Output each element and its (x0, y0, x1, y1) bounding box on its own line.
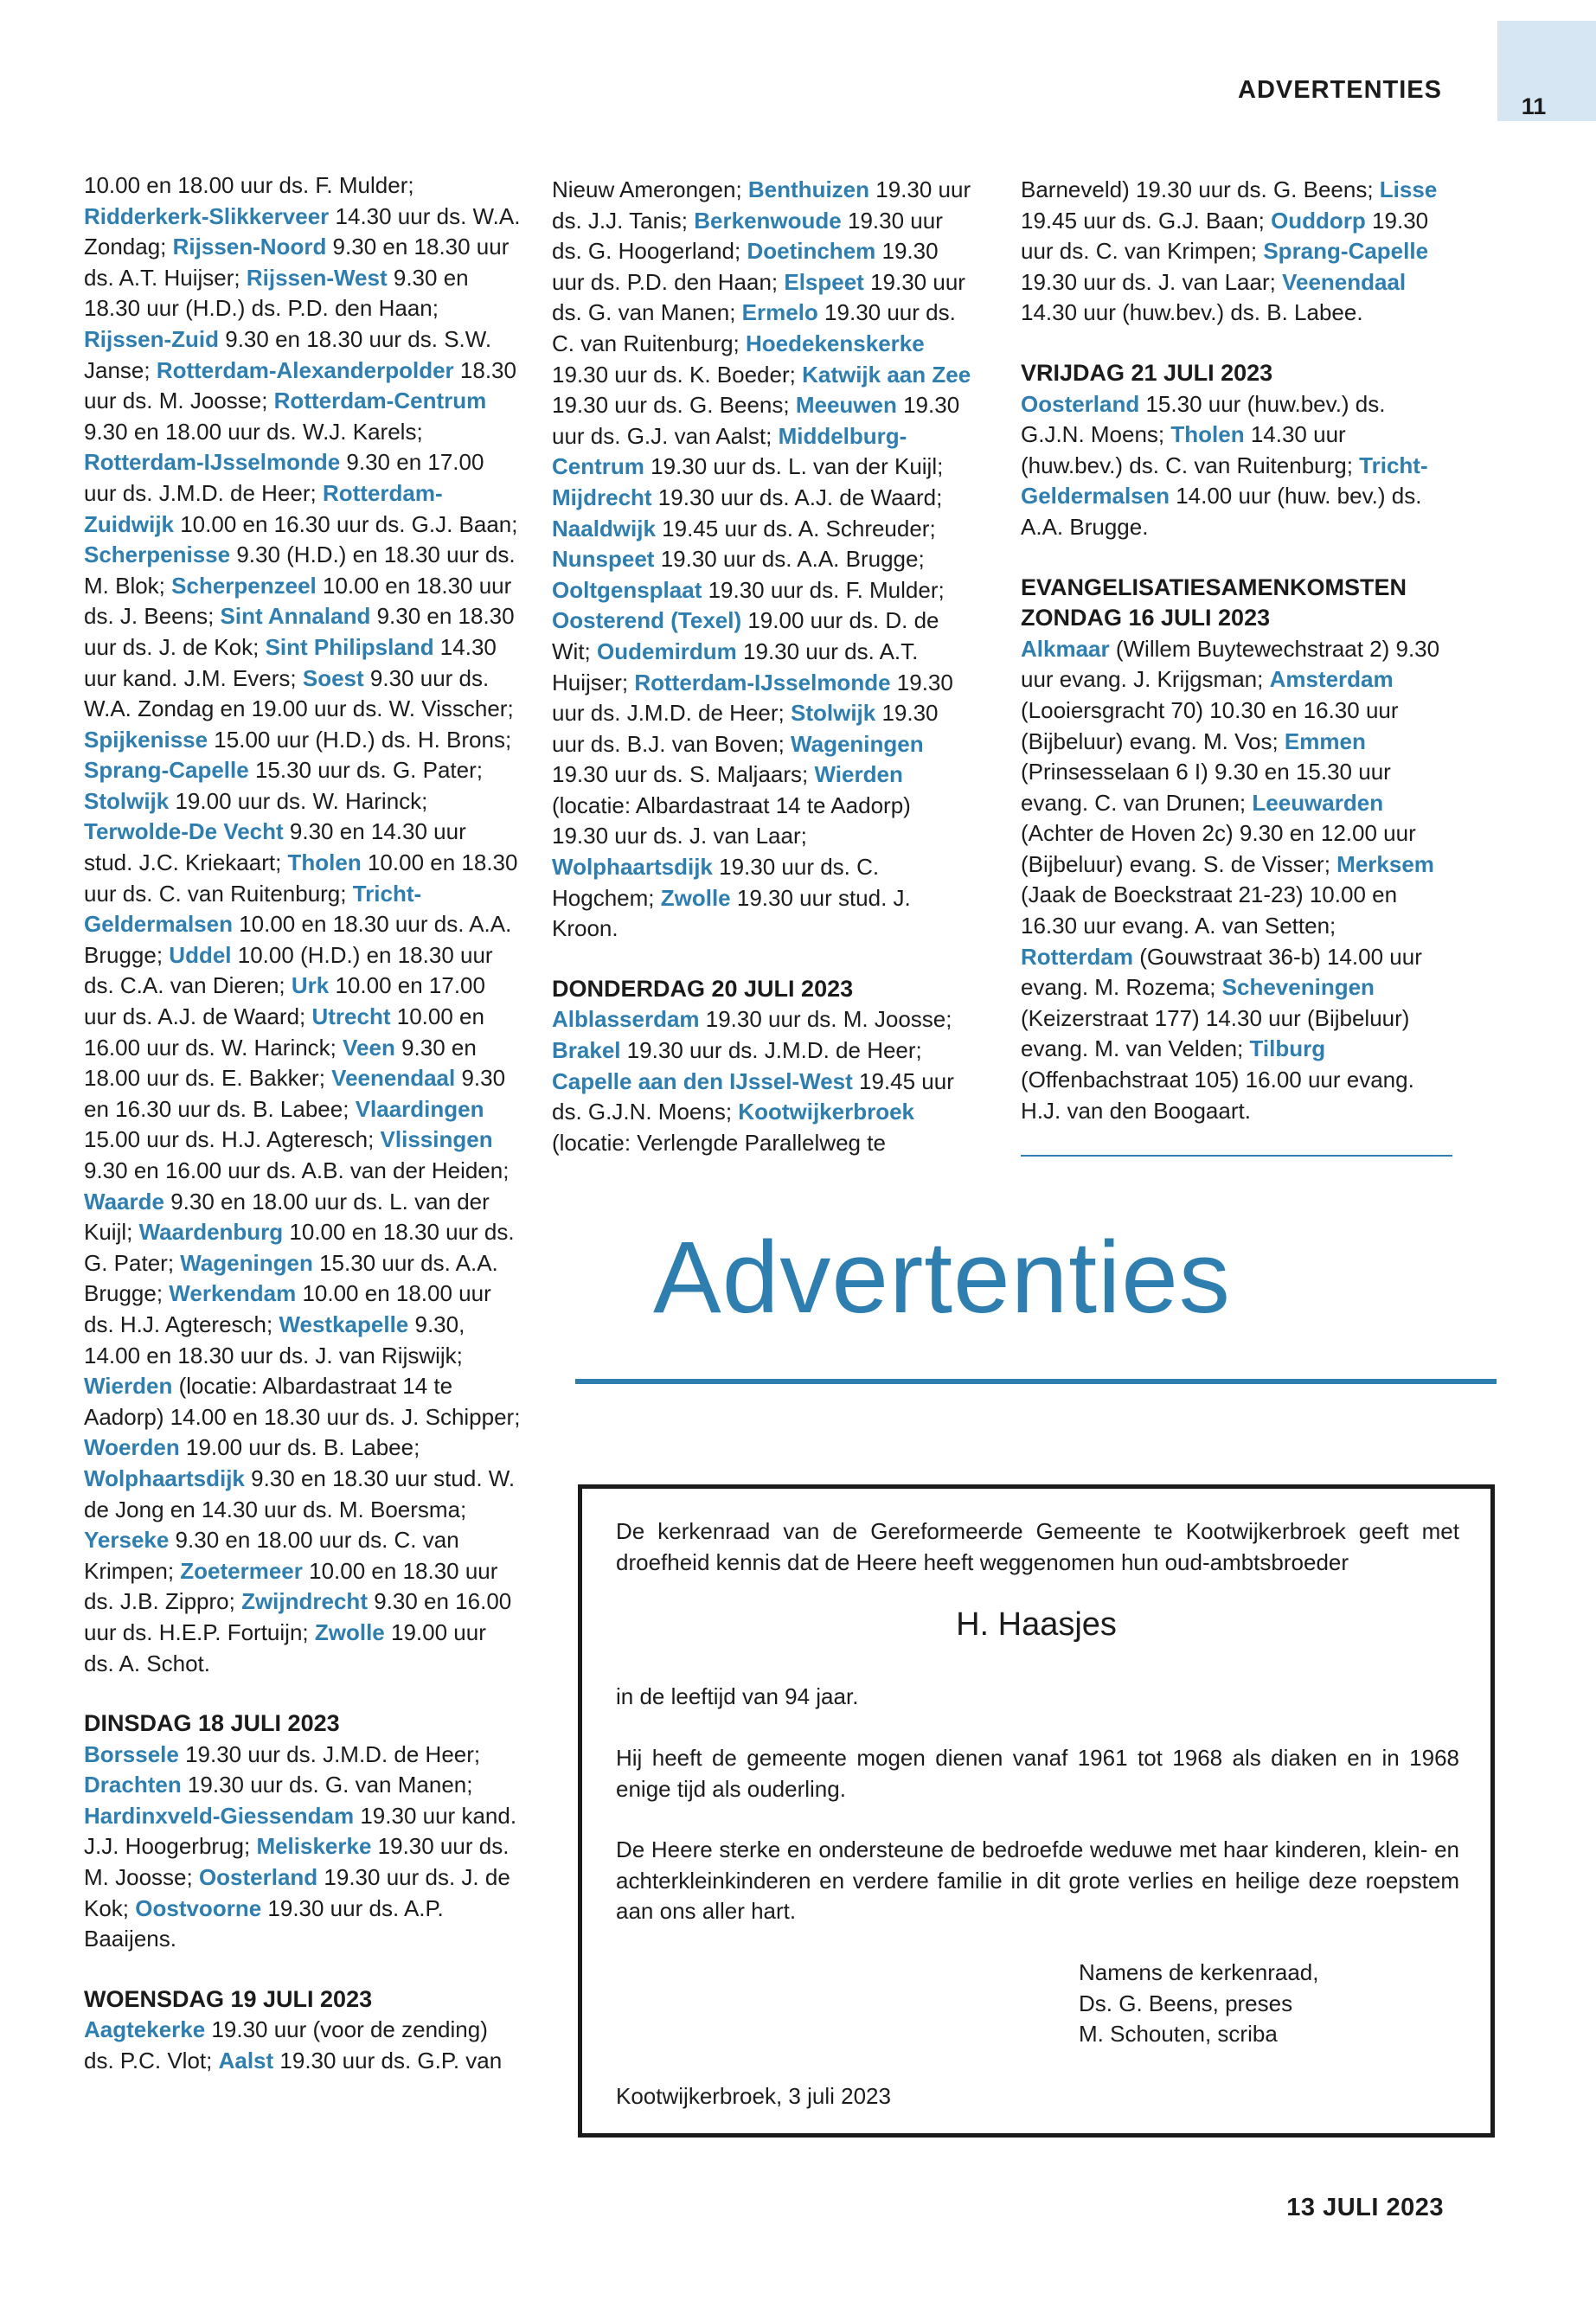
service-details: 9.30 en 17.00 uur ds. J.M.D. de Heer; (84, 449, 484, 506)
service-details: 15.30 uur ds. A.A. Brugge; (84, 1249, 498, 1307)
place-name: Wolphaartsdijk (552, 854, 713, 881)
service-details: 10.00 en 18.30 uur ds. G. Pater; (84, 1219, 515, 1276)
place-name: Rotterdam-Centrum (273, 388, 487, 414)
entry-list (552, 1006, 954, 1155)
place-name: Capelle aan den IJssel-West (552, 1067, 853, 1094)
advertisements-divider (575, 1379, 1497, 1384)
service-details: (locatie: Verlengde Parallelweg te (552, 1129, 886, 1156)
service-details: 19.30 uur (voor de zending) ds. P.C. Vlot; (84, 2016, 488, 2074)
entry-list (1021, 636, 1439, 1124)
place-name: Lisse (1379, 176, 1438, 202)
service-details: 19.30 uur ds. A.P. Baaijens. (84, 1894, 444, 1952)
service-details: 14.30 uur (huw.bev.) ds. B. Labee. (1021, 299, 1363, 326)
place-name: Rijssen-West (246, 264, 388, 291)
notice-signature (1079, 1958, 1425, 2050)
page-number-tab (1497, 21, 1596, 121)
service-details: 9.30 en 18.00 uur ds. L. van der Kuijl; (84, 1188, 490, 1246)
place-name: Tricht-Geldermalsen (1021, 452, 1428, 510)
service-details: 19.30 uur ds. J. de Kok; (84, 1864, 510, 1921)
service-details: 19.30 uur ds. S. Maljaars; (552, 761, 815, 788)
evangelisation-section (1021, 573, 1453, 1127)
place-name: Alblasserdam (552, 1006, 700, 1033)
service-details: 19.30 uur ds. K. Boeder; (552, 361, 803, 388)
notice-age: in de leeftijd van 94 jaar. (616, 1683, 859, 1709)
service-details: 10.00 en 17.00 uur ds. A.J. de Waard; (84, 972, 485, 1030)
place-name: Sint Annaland (220, 603, 371, 630)
thursday-section (552, 974, 973, 1159)
place-name: Stolwijk (790, 700, 876, 727)
service-details: 19.30 uur ds. A.T. Huijser; (552, 638, 919, 695)
place-name: Woerden (84, 1434, 180, 1461)
place-name: Scherpenzeel (171, 572, 317, 599)
place-name: Waardenburg (138, 1219, 284, 1246)
service-details: 19.45 uur ds. A. Schreuder; (655, 515, 936, 542)
entry-list (84, 203, 520, 1676)
place-name: Vlissingen (380, 1126, 493, 1153)
service-details: 19.30 uur ds. M. Joosse; (699, 1006, 952, 1033)
service-details: (Keizerstraat 177) 14.30 uur (Bijbeluur) evang. M. van Velden; (1021, 1004, 1410, 1062)
service-details: 10.00 en 18.30 uur ds. C. van Ruitenburg; (84, 849, 518, 907)
service-details: (Prinsesselaan 6 I) 9.30 en 15.30 uur evang. C. van Drunen; (1021, 759, 1391, 816)
service-details: 9.30 en 18.30 uur ds. A.T. Huijser; (84, 234, 510, 291)
place-name: Leeuwarden (1252, 789, 1384, 816)
section-title: WOENSDAG 19 JULI 2023 (84, 1985, 373, 2012)
signature-line: Ds. G. Beens, preses (1079, 1990, 1293, 2016)
column-end-divider (1021, 1155, 1452, 1157)
place-name: Meliskerke (256, 1833, 372, 1860)
service-details: 19.30 uur ds. J.M.D. de Heer; (178, 1740, 481, 1767)
place-name: Veen (343, 1034, 395, 1061)
place-name: Middelburg-Centrum (552, 422, 907, 480)
notice-service: Hij heeft de gemeente mogen dienen vanaf 1961 tot 1968 als diaken en in 1968 enige tijd als ouderling. (616, 1745, 1459, 1802)
service-entry (552, 1037, 922, 1063)
place-name: Rotterdam-IJsselmonde (84, 449, 341, 476)
place-name: Rijssen-Zuid (84, 325, 220, 352)
service-details: 19.30 uur ds. G. Beens; (552, 392, 796, 419)
service-details: 10.00 en 16.30 uur ds. G.J. Baan; (174, 510, 518, 537)
tuesday-section (84, 1708, 521, 1955)
notice-place-date: Kootwijkerbroek, 3 juli 2023 (616, 2083, 891, 2109)
place-name: Tholen (1170, 421, 1245, 448)
place-name: Oosterland (198, 1864, 318, 1891)
service-details: 19.30 uur ds. G.P. van (273, 2048, 503, 2074)
lead-text: Nieuw Amerongen; (552, 176, 748, 202)
place-name: Zwijndrecht (241, 1588, 368, 1615)
service-details: 10.00 en 18.00 uur ds. H.J. Agteresch; (84, 1280, 491, 1337)
place-name: Sprang-Capelle (84, 757, 249, 784)
service-details: 9.30 en 18.30 uur ds. J. de Kok; (84, 603, 515, 660)
place-name: Elspeet (784, 268, 864, 295)
service-details: 9.30 en 16.00 uur ds. H.E.P. Fortuijn; (84, 1588, 512, 1645)
service-details: 18.30 uur ds. M. Joosse; (84, 356, 516, 414)
service-details: 9.30 en 16.00 uur ds. A.B. van der Heiden; (84, 1157, 510, 1183)
service-details: 19.30 uur ds. J.M.D. de Heer; (552, 669, 953, 727)
place-name: Yerseke (84, 1527, 170, 1554)
place-name: Katwijk aan Zee (802, 361, 971, 388)
place-name: Tricht-Geldermalsen (84, 880, 422, 938)
place-name: Zwolle (660, 884, 731, 911)
sunday-continued-section (84, 170, 521, 1679)
place-name: Ridderkerk-Slikkerveer (84, 202, 330, 229)
notice-intro: De kerkenraad van de Gereformeerde Gemeente te Kootwijkerbroek geeft met droefheid kennis dat de Heere heeft weggenomen hun oud-ambtsbroeder (616, 1518, 1459, 1575)
entry-list (1021, 391, 1428, 540)
service-entry (84, 1465, 515, 1522)
service-details: 19.30 uur ds. L. van der Kuijl; (644, 453, 944, 480)
place-name: Brakel (552, 1037, 621, 1064)
service-details: 19.30 uur kand. J.J. Hoogerbrug; (84, 1802, 517, 1860)
service-details: 9.30 uur ds. W.A. Zondag en 19.00 uur ds. W. Visscher; (84, 664, 514, 722)
service-details: 19.30 uur ds. P.D. den Haan; (552, 238, 939, 295)
service-details: 9.30 en 18.30 uur (H.D.) ds. P.D. den Haan; (84, 264, 469, 322)
service-details: 19.00 uur ds. W. Harinck; (169, 787, 428, 814)
service-details: 9.30 en 18.00 uur ds. C. van Krimpen; (84, 1527, 459, 1584)
service-entry (552, 577, 945, 603)
deceased-name: H. Haasjes (956, 1606, 1117, 1643)
service-entry (552, 546, 925, 572)
place-name: Oudemirdum (597, 638, 737, 664)
place-name: Tholen (287, 849, 362, 876)
place-name: Doetinchem (747, 238, 876, 265)
advertisements-heading: Advertenties (653, 1221, 1231, 1335)
service-details: 9.30, 14.00 en 18.30 uur ds. J. van Rijswijk; (84, 1311, 465, 1368)
place-name: Benthuizen (747, 176, 870, 202)
service-details: 19.30 uur ds. G. van Manen; (181, 1772, 473, 1798)
service-details: (Willem Buytewechstraat 2) 9.30 uur evang. J. Krijgsman; (1021, 635, 1440, 693)
place-name: Sint Philipsland (265, 633, 434, 660)
service-details: 15.30 uur ds. G. Pater; (248, 757, 483, 784)
service-entry (219, 2048, 503, 2073)
service-details: 9.30 (H.D.) en 18.30 uur ds. M. Blok; (84, 542, 516, 599)
place-name: Oosterend (Texel) (552, 607, 742, 634)
place-name: Kootwijkerbroek (738, 1099, 915, 1125)
place-name: Drachten (84, 1772, 182, 1798)
service-entry (84, 788, 427, 814)
place-name: Zoetermeer (180, 1557, 303, 1584)
service-details: 19.45 uur ds. G.J. Baan; (1021, 207, 1272, 234)
place-name: Urk (291, 972, 330, 999)
service-details: 19.30 uur ds. B.J. van Boven; (552, 700, 939, 757)
service-details: 19.30 uur ds. J. van Laar; (1021, 268, 1283, 295)
place-name: Naaldwijk (552, 515, 656, 542)
service-entry (552, 484, 942, 510)
place-name: Wierden (814, 761, 903, 788)
service-details: 19.30 uur ds. A.J. de Waard; (651, 484, 943, 510)
section-title: DONDERDAG 20 JULI 2023 (552, 975, 854, 1002)
place-name: Vlaardingen (355, 1095, 484, 1122)
place-name: Wolphaartsdijk (84, 1465, 245, 1491)
service-details: (locatie: Albardastraat 14 te Aadorp) 14.00 en 18.30 uur ds. J. Schipper; (84, 1373, 521, 1430)
place-name: Aagtekerke (84, 2016, 206, 2043)
place-name: Utrecht (311, 1003, 391, 1030)
service-details: 19.30 uur ds. G. van Manen; (552, 268, 965, 326)
service-details: 10.00 en 18.30 uur ds. A.A. Brugge; (84, 911, 512, 968)
place-name: Wageningen (791, 730, 924, 757)
column-3 (1021, 175, 1453, 1126)
place-name: Wageningen (180, 1249, 313, 1276)
service-details: 19.30 uur ds. J.M.D. de Heer; (620, 1037, 922, 1064)
service-details: 15.00 uur (H.D.) ds. H. Brons; (208, 726, 512, 753)
service-details: 19.30 uur ds. G. Hoogerland; (552, 207, 943, 265)
service-entry (84, 1741, 480, 1767)
service-entry (84, 757, 483, 783)
service-details: (Gouwstraat 36-b) 14.00 uur evang. M. Rozema; (1021, 943, 1422, 1001)
service-details: 14.30 uur kand. J.M. Evers; (84, 633, 497, 691)
place-name: Scheveningen (1221, 974, 1375, 1001)
wednesday-continued-section (552, 175, 973, 945)
service-details: 14.30 uur ds. W.A. Zondag; (84, 202, 521, 260)
section-title: DINSDAG 18 JULI 2023 (84, 1710, 340, 1737)
service-entry (84, 1772, 472, 1798)
service-details: (Offenbachstraat 105) 16.00 uur evang. H.J. van den Boogaart. (1021, 1067, 1414, 1124)
place-name: Oosterland (1021, 390, 1140, 417)
service-details: 19.30 uur ds. C. van Krimpen; (1021, 207, 1429, 265)
column-1 (84, 170, 521, 2077)
place-name: Rotterdam-Alexanderpolder (156, 356, 454, 383)
notice-wish: De Heere sterke en ondersteune de bedroefde weduwe met haar kinderen, klein- en achterkleinkinderen en verdere familie in dit grote verlies en heilige deze roepstem aan ons aller hart. (616, 1836, 1459, 1925)
place-name: Hoedekenskerke (746, 330, 925, 356)
service-details: 9.30 en 18.30 uur stud. W. de Jong en 14.30 uur ds. M. Boersma; (84, 1465, 516, 1522)
column-2 (552, 175, 973, 1158)
service-details: (Jaak de Boeckstraat 21-23) 10.00 en 16.30 uur evang. A. van Setten; (1021, 881, 1398, 939)
lead-text: 10.00 en 18.00 uur ds. F. Mulder; (84, 172, 414, 198)
service-details: 19.30 uur ds. F. Mulder; (702, 576, 945, 603)
service-details: 19.30 uur ds. M. Joosse; (84, 1833, 510, 1891)
service-entry (84, 727, 511, 753)
section-header: ADVERTENTIES (1238, 76, 1442, 104)
wednesday-section (84, 1984, 521, 2077)
service-details: 9.30 en 18.00 uur ds. E. Bakker; (84, 1034, 477, 1092)
place-name: Aalst (218, 2048, 274, 2074)
place-name: Zwolle (314, 1618, 385, 1645)
lead-text: Barneveld) 19.30 uur ds. G. Beens; (1021, 176, 1380, 202)
place-name: Spijkenisse (84, 726, 208, 753)
service-details: 9.30 en 18.30 uur ds. S.W. Janse; (84, 325, 492, 383)
place-name: Uddel (169, 941, 232, 968)
service-entry (84, 1895, 444, 1952)
service-details: 9.30 en 14.30 uur stud. J.C. Kriekaart; (84, 818, 466, 876)
service-details: 19.00 uur ds. A. Schot. (84, 1618, 486, 1676)
place-name: Rotterdam-Zuidwijk (84, 479, 443, 537)
place-name: Hardinxveld-Giessendam (84, 1802, 355, 1829)
place-name: Alkmaar (1021, 635, 1110, 662)
place-name: Wierden (84, 1373, 173, 1400)
place-name: Borssele (84, 1740, 179, 1767)
service-details: 14.00 uur (huw. bev.) ds. A.A. Brugge. (1021, 483, 1422, 540)
place-name: Ouddorp (1271, 207, 1366, 234)
section-title: VRIJDAG 21 JULI 2023 (1021, 359, 1273, 386)
service-details: 9.30 en 16.30 uur ds. B. Labee; (84, 1065, 506, 1122)
place-name: Sprang-Capelle (1263, 238, 1429, 265)
service-entry (552, 516, 936, 542)
place-name: Westkapelle (279, 1311, 409, 1337)
section-subtitle: ZONDAG 16 JULI 2023 (1021, 605, 1271, 631)
place-name: Terwolde-De Vecht (84, 818, 284, 845)
entry-list (84, 2016, 502, 2073)
place-name: Soest (302, 664, 364, 691)
issue-date: 13 JULI 2023 (1286, 2194, 1444, 2221)
place-name: Berkenwoude (694, 207, 842, 234)
service-details: 14.30 uur (huw.bev.) ds. C. van Ruitenburg; (1021, 421, 1360, 478)
service-details: 10.00 (H.D.) en 18.30 uur ds. C.A. van Dieren; (84, 941, 493, 999)
place-name: Amsterdam (1269, 666, 1394, 693)
place-name: Mijdrecht (552, 484, 652, 510)
place-name: Waarde (84, 1188, 164, 1215)
service-details: 9.30 en 18.00 uur ds. W.J. Karels; (84, 418, 423, 445)
place-name: Ooltgensplaat (552, 576, 702, 603)
place-name: Rotterdam (1021, 943, 1134, 970)
service-details: 19.30 uur ds. C. van Ruitenburg; (552, 299, 956, 356)
service-details: 10.00 en 16.00 uur ds. W. Harinck; (84, 1003, 484, 1061)
friday-section (1021, 358, 1453, 543)
place-name: Merksem (1336, 850, 1434, 877)
service-details: 19.30 uur ds. G.J. van Aalst; (552, 392, 960, 449)
thursday-continued-section (1021, 175, 1453, 329)
signature-line: Namens de kerkenraad, (1079, 1959, 1319, 1985)
service-details: 19.30 uur ds. C. Hogchem; (552, 854, 880, 911)
service-details: (Achter de Hoven 2c) 9.30 en 12.00 uur (Bijbeluur) evang. S. de Visser; (1021, 820, 1416, 877)
entry-list (84, 1741, 516, 1952)
place-name: Veenendaal (1282, 268, 1407, 295)
service-details: (Looiersgracht 70) 10.30 en 16.30 uur (Bijbeluur) evang. M. Vos; (1021, 696, 1399, 754)
place-name: Emmen (1284, 727, 1366, 754)
service-entry (84, 1434, 420, 1460)
service-details: 19.45 uur ds. G.J.N. Moens; (552, 1067, 954, 1125)
place-name: Stolwijk (84, 787, 170, 814)
place-name: Meeuwen (795, 392, 897, 419)
service-details: 19.30 uur ds. A.A. Brugge; (654, 546, 925, 573)
entry-list (552, 176, 971, 941)
signature-line: M. Schouten, scriba (1079, 2021, 1278, 2048)
service-details: (locatie: Albardastraat 14 te Aadorp) 19.30 uur ds. J. van Laar; (552, 792, 911, 849)
service-details: 19.30 uur ds. J.J. Tanis; (552, 176, 971, 234)
service-details: 15.00 uur ds. H.J. Agteresch; (84, 1126, 381, 1153)
service-details: 10.00 en 18.30 uur ds. J.B. Zippro; (84, 1557, 498, 1615)
death-notice (578, 1484, 1495, 2138)
place-name: Tilburg (1249, 1035, 1326, 1062)
service-details: 19.00 uur ds. B. Labee; (179, 1434, 420, 1461)
place-name: Nunspeet (552, 546, 655, 573)
place-name: Scherpenisse (84, 542, 231, 568)
service-details: 10.00 en 18.30 uur ds. J. Beens; (84, 572, 512, 630)
service-entry (552, 1006, 952, 1032)
section-title: EVANGELISATIESAMENKOMSTEN (1021, 574, 1407, 600)
page-number: 11 (1521, 93, 1547, 119)
service-entry (84, 1373, 520, 1430)
place-name: Veenendaal (331, 1065, 456, 1092)
place-name: Werkendam (169, 1280, 297, 1307)
service-details: 19.00 uur ds. D. de Wit; (552, 607, 939, 664)
service-details: 19.30 uur stud. J. Kroon. (552, 884, 911, 942)
place-name: Ermelo (741, 299, 818, 326)
place-name: Oostvoorne (135, 1894, 262, 1921)
service-details: 15.30 uur (huw.bev.) ds. G.J.N. Moens; (1021, 390, 1386, 448)
place-name: Rijssen-Noord (172, 234, 327, 260)
place-name: Rotterdam-IJsselmonde (634, 669, 891, 695)
